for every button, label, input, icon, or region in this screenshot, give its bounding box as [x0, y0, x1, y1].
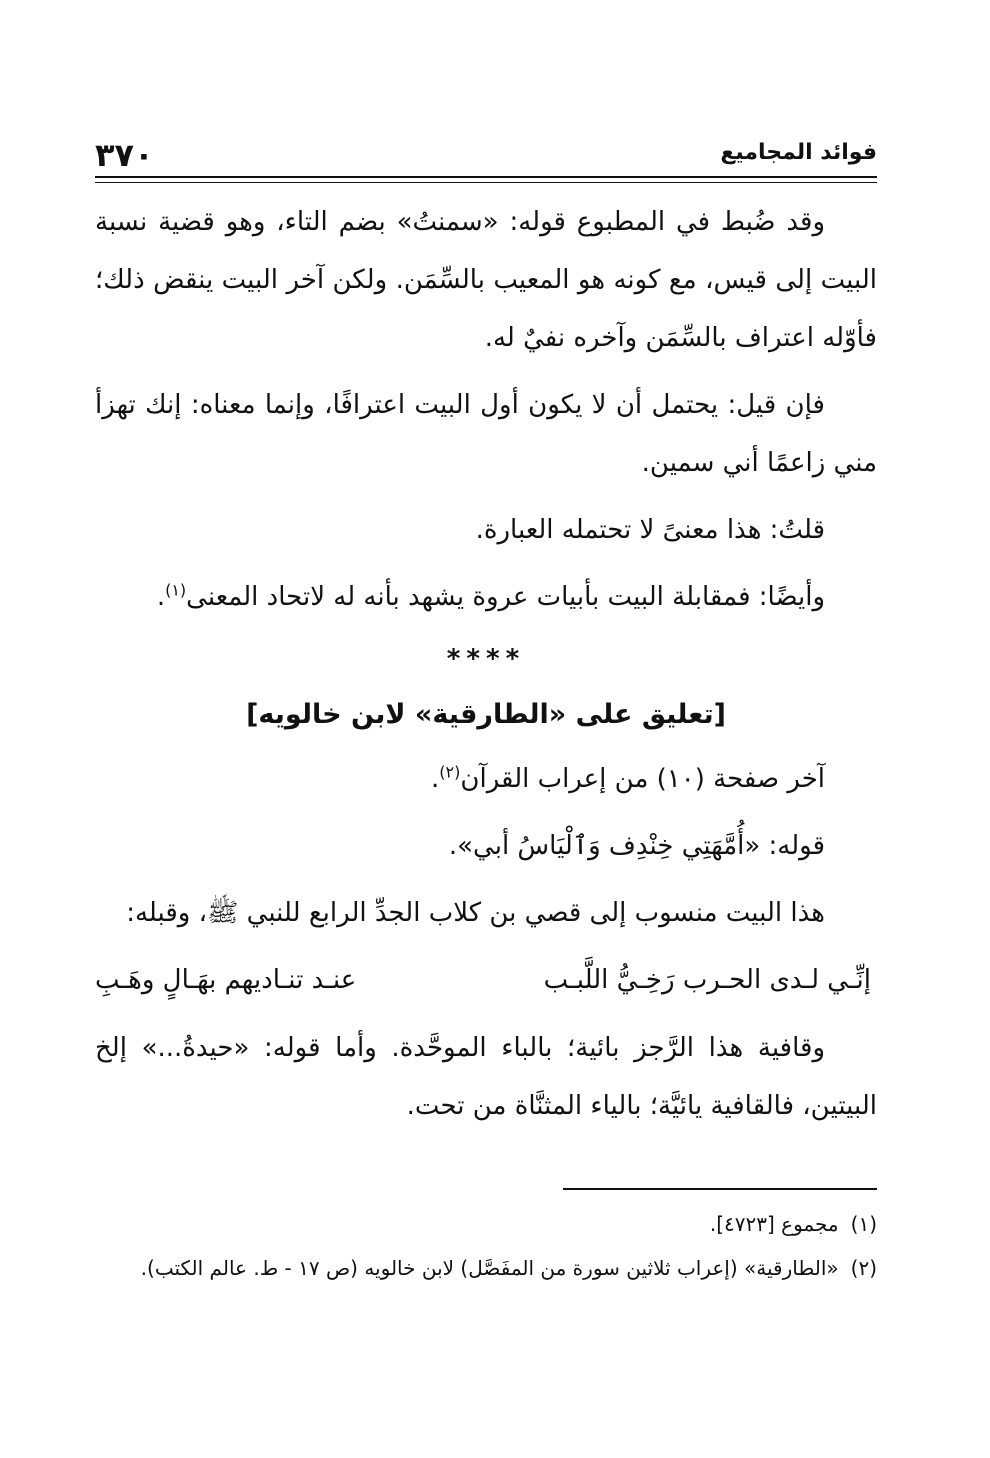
paragraph: هذا البيت منسوب إلى قصي بن كلاب الجدِّ الرابع للنبي ﷺ، وقبله:	[126, 898, 825, 928]
paragraph-end: .	[431, 764, 440, 794]
paragraph: وقد ضُبط في المطبوع قوله: «سمنتُ» بضم التاء، وهو قضية نسبة البيت إلى قيس، مع كونه هو المعيب بالسِّمَن. ولكن آخر البيت ينقض ذلك؛ فأوّله اعتراف بالسِّمَن وآخره نفيٌ له.	[95, 207, 877, 353]
footnote-number: (١)	[850, 1212, 877, 1236]
main-text	[95, 193, 877, 1144]
footnote-ref: (١)	[165, 580, 187, 600]
header-rule-thick	[95, 176, 877, 178]
paragraph-end: .	[156, 582, 166, 612]
footnotes	[95, 1202, 877, 1290]
verse-first-hemistich: إنِّـي لـدى الحـرب رَخِـيُّ اللَّبـب	[543, 965, 871, 995]
footnote-separator	[563, 1188, 877, 1190]
paragraph: قلتُ: هذا معنىً لا تحتمله العبارة.	[475, 515, 825, 545]
paragraph-text: آخر صفحة (١٠) من إعراب القرآن	[460, 764, 825, 794]
footnote-ref: (٢)	[439, 762, 461, 782]
page-number: ٣٧٠	[95, 136, 154, 174]
header-rule-thin	[95, 182, 877, 183]
paragraph	[95, 750, 877, 808]
section-separator: ****	[446, 644, 526, 674]
footnote	[95, 1202, 877, 1246]
section-heading: [تعليق على «الطارقية» لابن خالويه]	[246, 699, 726, 730]
paragraph: فإن قيل: يحتمل أن لا يكون أول البيت اعترافًا، وإنما معناه: إنك تهزأ مني زاعمًا أني سمين.	[95, 390, 877, 478]
paragraph: قوله: «أُمَّهَتِي خِنْدِف وَٱلْيَاسُ أبي».	[448, 831, 825, 861]
page-header	[95, 136, 877, 176]
running-title: فوائد المجاميع	[720, 140, 877, 165]
verse-second-hemistich: عنـد تنـاديهم بهَـالٍ وهَـبِ	[95, 965, 357, 995]
paragraph-text: وأيضًا: فمقابلة البيت بأبيات عروة يشهد بأنه له لاتحاد المعنى	[186, 582, 825, 612]
footnote-text: مجموع [٤٧٢٣].	[709, 1212, 839, 1236]
footnote	[95, 1246, 877, 1290]
footnote-text: «الطارقية» (إعراب ثلاثين سورة من المفَصَّل) لابن خالويه (ص ١٧ - ط. عالم الكتب).	[140, 1256, 839, 1280]
poetry-verse	[95, 951, 877, 1009]
footnote-number: (٢)	[850, 1256, 877, 1280]
paragraph	[95, 568, 877, 626]
paragraph: وقافية هذا الرَّجز بائية؛ بالباء الموحَّدة. وأما قوله: «حيدةُ...» إلخ البيتين، فالقافية يائيَّة؛ بالياء المثنَّاة من تحت.	[95, 1033, 877, 1121]
